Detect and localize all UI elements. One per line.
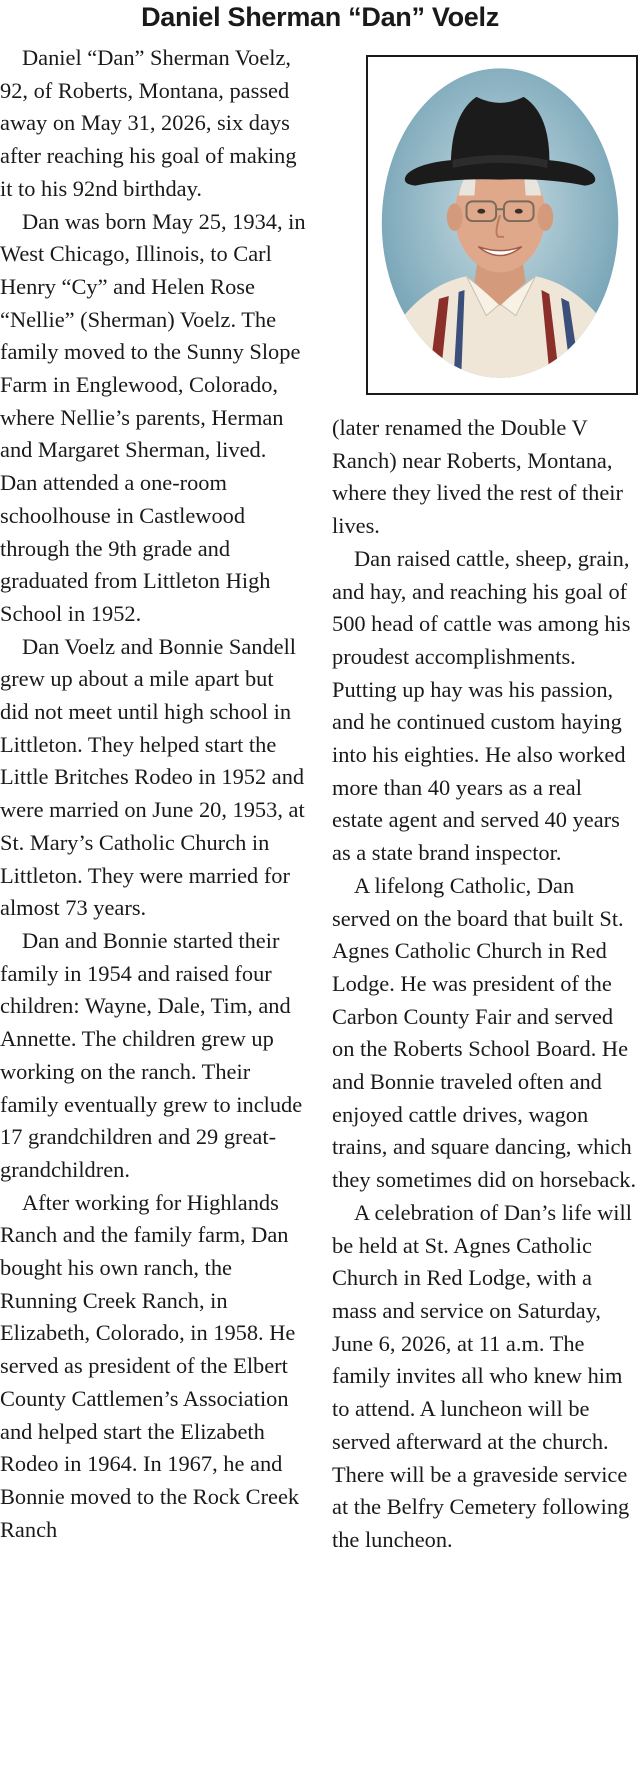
obituary-title: Daniel Sherman “Dan” Voelz (141, 2, 499, 32)
paragraph: (later renamed the Double V Ranch) near Roberts, Montana, where they lived the rest of their lives. (332, 415, 623, 539)
paragraph: Daniel “Dan” Sherman Voelz, 92, of Roberts, Montana, passed away on May 31, 2026, six days after reaching his goal of making it to his 92nd birthday. (0, 45, 297, 201)
portrait-photo (366, 55, 638, 395)
right-column (332, 412, 638, 1557)
left-column (0, 42, 306, 1546)
paragraph: Dan was born May 25, 1934, in West Chicago, Illinois, to Carl Henry “Cy” and Helen Rose “Nellie” (Sherman) Voelz. The family moved to the Sunny Slope Farm in Englewood, Colorado, where Nellie’s parents, Herman and Margaret Sherman, lived. Dan attended a one-room schoolhouse in Castlewood through the 9th grade and graduated from Littleton High School in 1952. (0, 208, 306, 626)
paragraph: A celebration of Dan’s life will be held at St. Agnes Catholic Church in Red Lodge, with a mass and service on Saturday, June 6, 2026, at 11 a.m. The family invites all who knew him to attend. A luncheon will be served afterward at the church. There will be a graveside service at the Belfry Cemetery following the luncheon. (332, 1199, 632, 1552)
paragraph: A lifelong Catholic, Dan served on the board that built St. Agnes Catholic Church in Red Lodge. He was president of the Carbon County Fair and served on the Roberts School Board. He and Bonnie traveled often and enjoyed cattle drives, wagon trains, and square dancing, which they sometimes did on horseback. (332, 872, 637, 1193)
portrait-illustration (368, 57, 636, 393)
paragraph: Dan raised cattle, sheep, grain, and hay, and reaching his goal of 500 head of cattle was among his proudest accomplishments. Putting up hay was his passion, and he continued custom haying into his eighties. He also worked more than 40 years as a real estate agent and served 40 years as a state brand inspector. (332, 545, 631, 866)
paragraph: Dan Voelz and Bonnie Sandell grew up about a mile apart but did not meet until high school in Littleton. They helped start the Little Britches Rodeo in 1952 and were married on June 20, 1953, at St. Mary’s Catholic Church in Littleton. They were married for almost 73 years. (0, 633, 305, 921)
paragraph: Dan and Bonnie started their family in 1954 and raised four children: Wayne, Dale, Tim, and Annette. The children grew up working on the ranch. Their family eventually grew to include 17 grandchildren and 29 great-grandchildren. (0, 927, 303, 1182)
paragraph: After working for Highlands Ranch and the family farm, Dan bought his own ranch, the Running Creek Ranch, in Elizabeth, Colorado, in 1958. He served as president of the Elbert County Cattlemen’s Association and helped start the Elizabeth Rodeo in 1964. In 1967, he and Bonnie moved to the Rock Creek Ranch (0, 1189, 300, 1542)
